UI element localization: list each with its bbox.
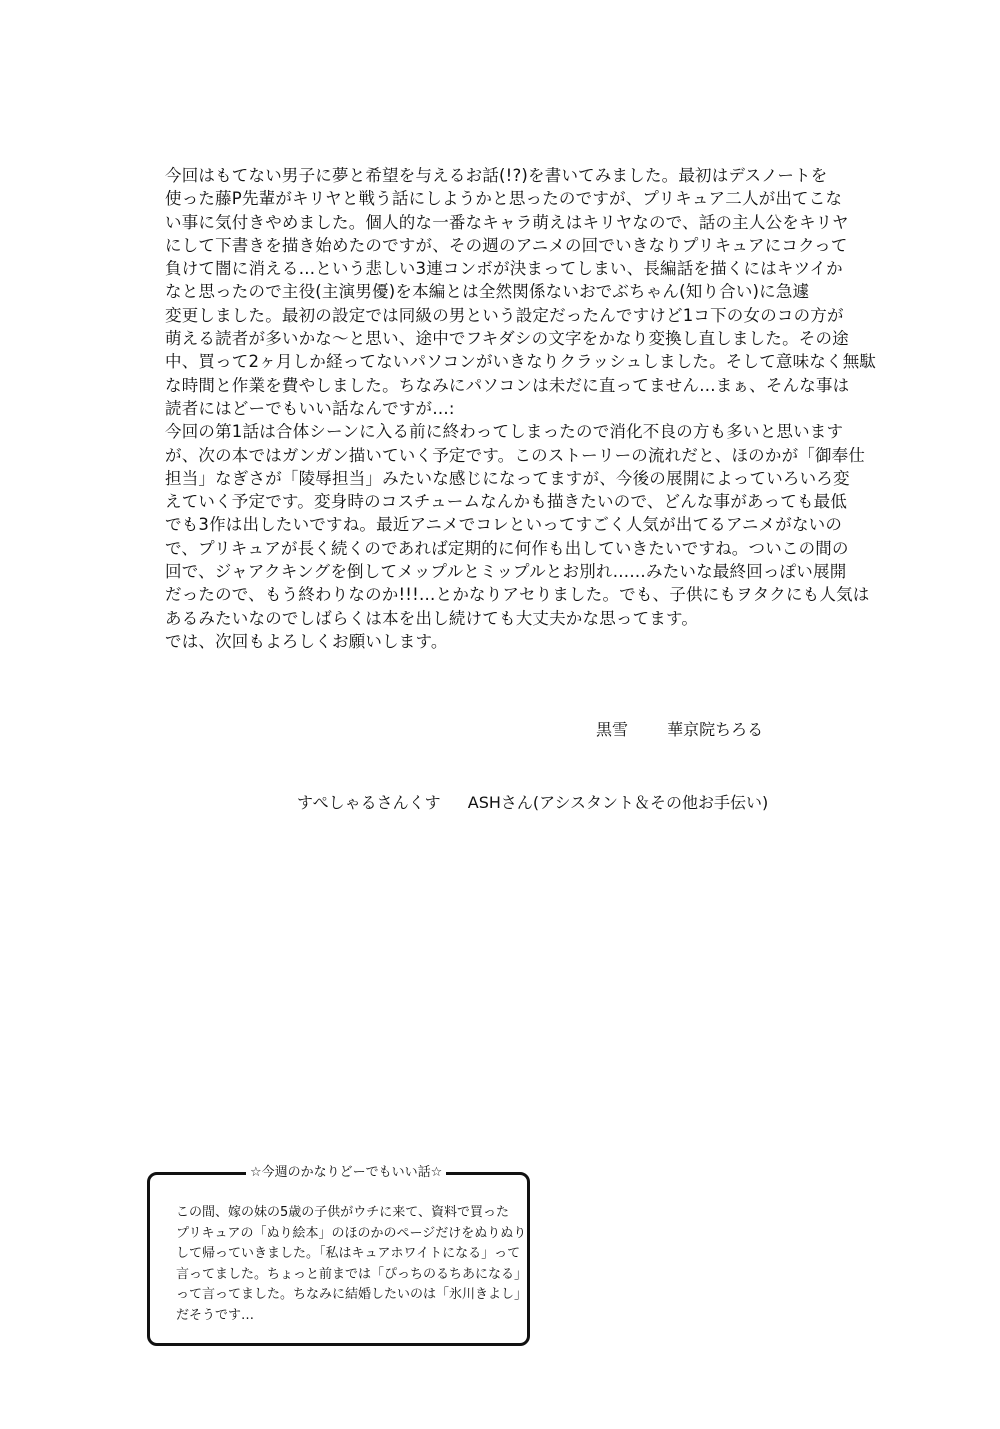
afterword-line: あるみたいなのでしばらくは本を出し続けても大丈夫かな思ってます。 [165, 608, 699, 628]
note-box-line: 言ってました。ちょっと前までは「ぴっちのるちあになる」 [176, 1266, 528, 1282]
afterword-text [165, 164, 877, 653]
special-thanks-label: すぺしゃるさんくす [297, 793, 441, 812]
signature [596, 717, 763, 740]
afterword-line: 担当」なぎさが「陵辱担当」みたいな感じになってますが、今後の展開によっていろいろ変 [165, 468, 850, 488]
afterword-line: 今回の第1話は合体シーンに入る前に終わってしまったので消化不良の方も多いと思います [165, 422, 844, 442]
afterword-line: な時間と作業を費やしました。ちなみにパソコンは未だに直ってません…まぁ、そんな事は [165, 375, 850, 395]
afterword-line: 今回はもてない男子に夢と希望を与えるお話(!?)を書いてみました。最初はデスノートを [165, 166, 828, 185]
note-box-body [176, 1203, 526, 1326]
afterword-line: なと思ったので主役(主演男優)を本編とは全然関係ないおでぶちゃん(知り合い)に急遽 [165, 282, 810, 302]
author-name: 華京院ちろる [667, 720, 764, 739]
note-box-line: って言ってました。ちなみに結婚したいのは「氷川きよし」 [176, 1287, 528, 1302]
afterword-line: えていく予定です。変身時のコスチュームなんかも描きたいので、どんな事があっても最低 [165, 492, 848, 512]
afterword-line: が、次の本ではガンガン描いていく予定です。このストーリーの流れだと、ほのかが「御奉仕 [165, 445, 866, 465]
afterword-line: 変更しました。最初の設定では同級の男という設定だったんですけど1コ下の女のコの方が [165, 305, 844, 325]
afterword-line: 萌える読者が多いかな～と思い、途中でフキダシの文字をかなり変換し直しました。その途 [165, 329, 849, 349]
note-box-line: この間、嫁の妹の5歳の子供がウチに来て、資料で買った [176, 1205, 510, 1220]
afterword-line: でも3作は出したいですね。最近アニメでコレといってすごく人気が出てるアニメがないの [165, 515, 843, 535]
special-thanks [297, 790, 768, 813]
afterword-line: 中、買って2ヶ月しか経ってないパソコンがいきなりクラッシュしました。そして意味なく無駄 [165, 352, 877, 372]
afterword-line: にして下書きを描き始めたのですが、その週のアニメの回でいきなりプリキュアにコクって [165, 235, 848, 255]
afterword-line: 回で、ジャアクキングを倒してメップルとミップルとお別れ……みたいな最終回っぽい展開 [165, 562, 847, 582]
afterword-line: だったので、もう終わりなのか!!!…とかなりアセりました。でも、子供にもヲタクにも人気は [165, 585, 870, 605]
note-box-line: して帰っていきました。「私はキュアホワイトになる」って [176, 1246, 521, 1261]
afterword-line: 負けて闇に消える…という悲しい3連コンボが決まってしまい、長編話を描くにはキツイか [165, 259, 843, 279]
note-box-title: ☆今週のかなりどーでもいい話☆ [246, 1161, 446, 1180]
afterword-line: では、次回もよろしくお願いします。 [165, 631, 448, 651]
afterword-line: 読者にはどーでもいい話なんですが…: [165, 398, 455, 418]
afterword-line: 使った藤P先輩がキリヤと戦う話にしようかと思ったのですが、プリキュア二人が出てこな [165, 189, 843, 209]
afterword-line: で、プリキュアが長く続くのであれば定期的に何作も出していきたいですね。ついこの間の [165, 538, 849, 558]
afterword-line: い事に気付きやめました。個人的な一番なキャラ萌えはキリヤなので、話の主人公をキリヤ [165, 212, 849, 232]
note-box-line: プリキュアの「ぬり絵本」のほのかのページだけをぬりぬり [176, 1225, 527, 1241]
circle-name: 黒雪 [596, 720, 629, 739]
special-thanks-name: ASHさん(アシスタント＆その他お手伝い) [467, 793, 769, 812]
note-box-line: だそうです… [176, 1307, 255, 1323]
